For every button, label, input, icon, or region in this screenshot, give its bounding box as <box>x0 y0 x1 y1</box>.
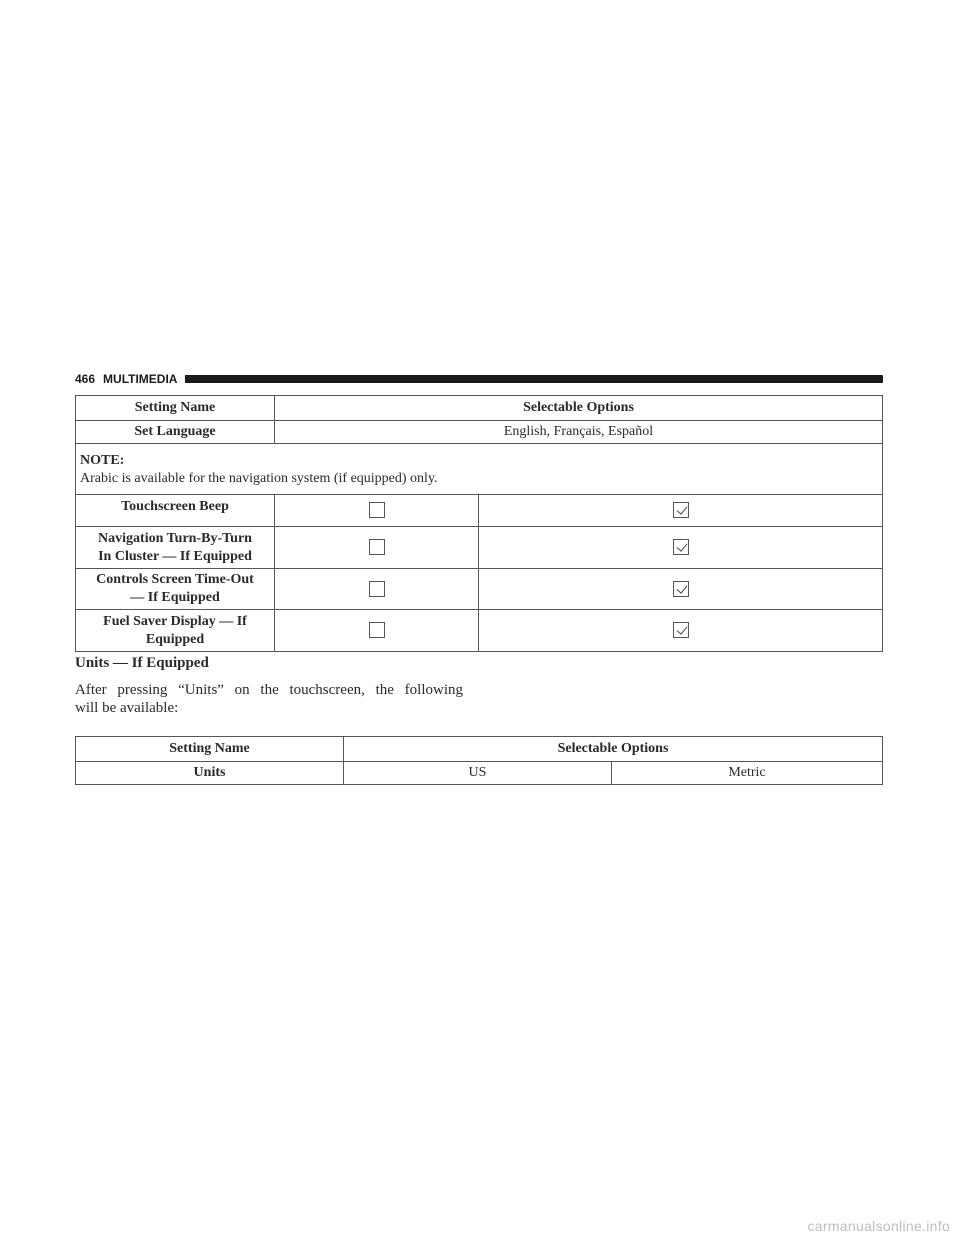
section-title: MULTIMEDIA <box>103 372 178 386</box>
units-table <box>75 736 883 785</box>
unchecked-box-icon[interactable] <box>369 502 385 518</box>
option-off-cell <box>275 569 479 610</box>
col-header-setting-name: Setting Name <box>76 737 344 762</box>
option-on-cell <box>479 495 883 527</box>
setting-name-units: Units <box>76 762 344 785</box>
setting-name-line1: Controls Screen Time-Out <box>96 572 254 587</box>
unchecked-box-icon[interactable] <box>369 581 385 597</box>
setting-name-touchscreen-beep: Touchscreen Beep <box>76 495 275 527</box>
units-option-us[interactable]: US <box>344 762 612 785</box>
table-header-row <box>76 396 883 421</box>
setting-name-line2: Equipped <box>145 631 205 647</box>
table-row <box>76 527 883 569</box>
col-header-selectable-options: Selectable Options <box>275 396 883 421</box>
option-off-cell <box>275 495 479 527</box>
watermark: carmanualsonline.info <box>807 1218 950 1234</box>
checked-box-icon[interactable] <box>673 539 689 555</box>
page-header <box>75 371 883 387</box>
table-row <box>76 495 883 527</box>
col-header-setting-name: Setting Name <box>76 396 275 421</box>
setting-name-navigation-turn-by-turn <box>76 527 275 569</box>
note-text: Arabic is available for the navigation system (if equipped) only. <box>80 471 438 486</box>
table-row <box>76 421 883 444</box>
setting-name-line2: — If Equipped <box>130 590 220 605</box>
option-on-cell <box>479 610 883 652</box>
page-number: 466 <box>75 372 96 386</box>
option-on-cell <box>479 527 883 569</box>
table-row <box>76 569 883 610</box>
units-description <box>75 681 475 717</box>
header-rule <box>185 375 883 383</box>
table-header-row <box>76 737 883 762</box>
units-option-metric[interactable]: Metric <box>612 762 883 785</box>
units-heading: Units — If Equipped <box>75 655 209 671</box>
setting-name-set-language: Set Language <box>76 421 275 444</box>
table-row <box>76 762 883 785</box>
checked-box-icon[interactable] <box>673 581 689 597</box>
checked-box-icon[interactable] <box>673 502 689 518</box>
setting-name-controls-screen-timeout <box>76 569 275 610</box>
note-cell <box>76 444 883 495</box>
col-header-selectable-options: Selectable Options <box>344 737 883 762</box>
units-description-line1: After pressing “Units” on the touchscreen, the following <box>75 682 463 698</box>
setting-name-line1: Fuel Saver Display — If <box>103 613 247 629</box>
units-description-line2: will be available: <box>75 700 179 716</box>
note-label: NOTE: <box>80 453 125 468</box>
setting-name-fuel-saver-display <box>76 610 275 652</box>
unchecked-box-icon[interactable] <box>369 622 385 638</box>
setting-name-line2: In Cluster — If Equipped <box>98 548 252 564</box>
checked-box-icon[interactable] <box>673 622 689 638</box>
unchecked-box-icon[interactable] <box>369 539 385 555</box>
settings-table <box>75 395 883 652</box>
option-off-cell <box>275 527 479 569</box>
table-row <box>76 610 883 652</box>
option-off-cell <box>275 610 479 652</box>
option-on-cell <box>479 569 883 610</box>
language-options: English, Français, Español <box>275 421 883 444</box>
setting-name-line1: Navigation Turn-By-Turn <box>98 530 252 546</box>
note-row <box>76 444 883 495</box>
